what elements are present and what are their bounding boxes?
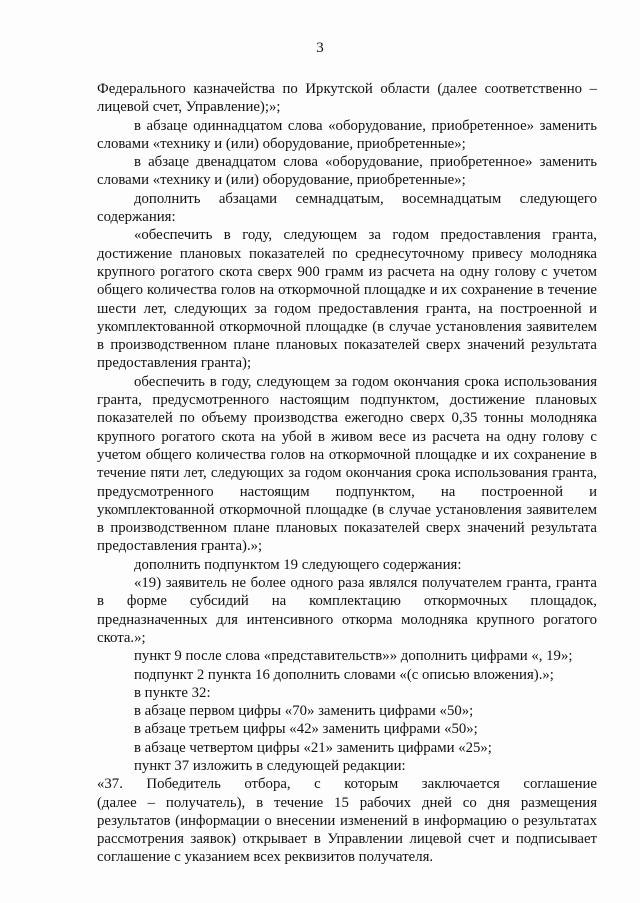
text-line: в производственном плане плановых показателей сверх значений результата bbox=[97, 337, 597, 354]
text-line: скота.»; bbox=[97, 629, 146, 646]
text-line: словами «технику и (или) оборудование, приобретенные»; bbox=[97, 135, 466, 152]
text-line: укомплектованной откормочной площадке (в случае установления заявителем bbox=[97, 501, 597, 518]
text-line: показателей по объему производства ежегодно сверх 0,35 тонны молодняка bbox=[97, 410, 597, 427]
text-line: Федерального казначейства по Иркутской области (далее соответственно – bbox=[97, 81, 597, 97]
text-line: рассмотрения заявок) открывает в Управлении лицевой счет и подписывает bbox=[97, 831, 597, 848]
text-line: словами «технику и (или) оборудование, приобретенные»; bbox=[97, 172, 466, 189]
text-line: общего количества голов на откормочной площадке и их сохранение в течение bbox=[97, 282, 597, 299]
text-line: обеспечить в году, следующем за годом окончания срока использования bbox=[134, 373, 597, 390]
text-line: «обеспечить в году, следующем за годом предоставления гранта, bbox=[134, 227, 597, 244]
text-line: в абзаце третьем цифры «42» заменить цифрами «50»; bbox=[134, 721, 478, 738]
text-line: учетом общего количества голов на откормочной площадке и их сохранение в bbox=[97, 446, 597, 463]
text-line: содержания: bbox=[97, 209, 176, 226]
text-line: предназначенных для интенсивного откорма молодняка крупного рогатого bbox=[97, 611, 597, 628]
text-line: в производственном плане плановых показателей сверх значений результата bbox=[97, 520, 597, 537]
text-line: в пункте 32: bbox=[134, 684, 211, 701]
text-line: в абзаце двенадцатом слова «оборудование, приобретенное» заменить bbox=[134, 154, 597, 171]
text-line: в абзаце первом цифры «70» заменить цифрами «50»; bbox=[134, 703, 474, 720]
text-line: в абзаце четвертом цифры «21» заменить цифрами «25»; bbox=[134, 739, 492, 756]
text-line: дополнить абзацами семнадцатым, восемнадцатым следующего bbox=[134, 190, 597, 207]
text-line: пункт 37 изложить в следующей редакции: bbox=[134, 757, 406, 774]
text-line: предоставления гранта).»; bbox=[97, 538, 263, 555]
text-line: подпункт 2 пункта 16 дополнить словами «(с описью вложения).»; bbox=[134, 666, 554, 683]
text-line: результатов (информации о внесении изменений в информацию о результатах bbox=[97, 812, 597, 829]
text-line: крупного рогатого скота на убой в живом весе из расчета на одну голову с bbox=[97, 428, 597, 445]
text-line: шести лет, следующих за годом предоставления гранта, на построенной и bbox=[97, 300, 597, 317]
page-number: 3 bbox=[316, 40, 324, 56]
text-line: предоставления гранта); bbox=[97, 355, 252, 372]
text-line: течение пяти лет, следующих за годом окончания срока использования гранта, bbox=[97, 465, 597, 482]
text-line: пункт 9 после слова «представительств»» дополнить цифрами «, 19»; bbox=[134, 648, 573, 665]
document-body bbox=[97, 80, 597, 867]
text-line: дополнить подпунктом 19 следующего содержания: bbox=[134, 556, 462, 573]
text-line: соглашение с указанием всех реквизитов получателя. bbox=[97, 849, 434, 866]
text-line: лицевой счет, Управление);»; bbox=[97, 99, 281, 116]
text-line: предусмотренного настоящим подпунктом, на построенной и bbox=[97, 483, 597, 500]
text-line: гранта, предусмотренного настоящим подпунктом, достижение плановых bbox=[97, 392, 597, 409]
text-line: «19) заявитель не более одного раза являлся получателем гранта, гранта bbox=[134, 575, 597, 592]
text-line: в форме субсидий на комплектацию откормочных площадок, bbox=[97, 593, 597, 610]
text-line: «37. Победитель отбора, с которым заключается соглашение bbox=[97, 776, 597, 793]
text-line: укомплектованной откормочной площадке (в случае установления заявителем bbox=[97, 318, 597, 335]
text-line: (далее – получатель), в течение 15 рабочих дней со дня размещения bbox=[97, 794, 597, 811]
text-line: достижение плановых показателей по среднесуточному привесу молодняка bbox=[97, 245, 597, 262]
text-line: в абзаце одиннадцатом слова «оборудование, приобретенное» заменить bbox=[134, 117, 597, 134]
text-line: крупного рогатого скота сверх 900 грамм из расчета на одну голову с учетом bbox=[97, 263, 597, 280]
